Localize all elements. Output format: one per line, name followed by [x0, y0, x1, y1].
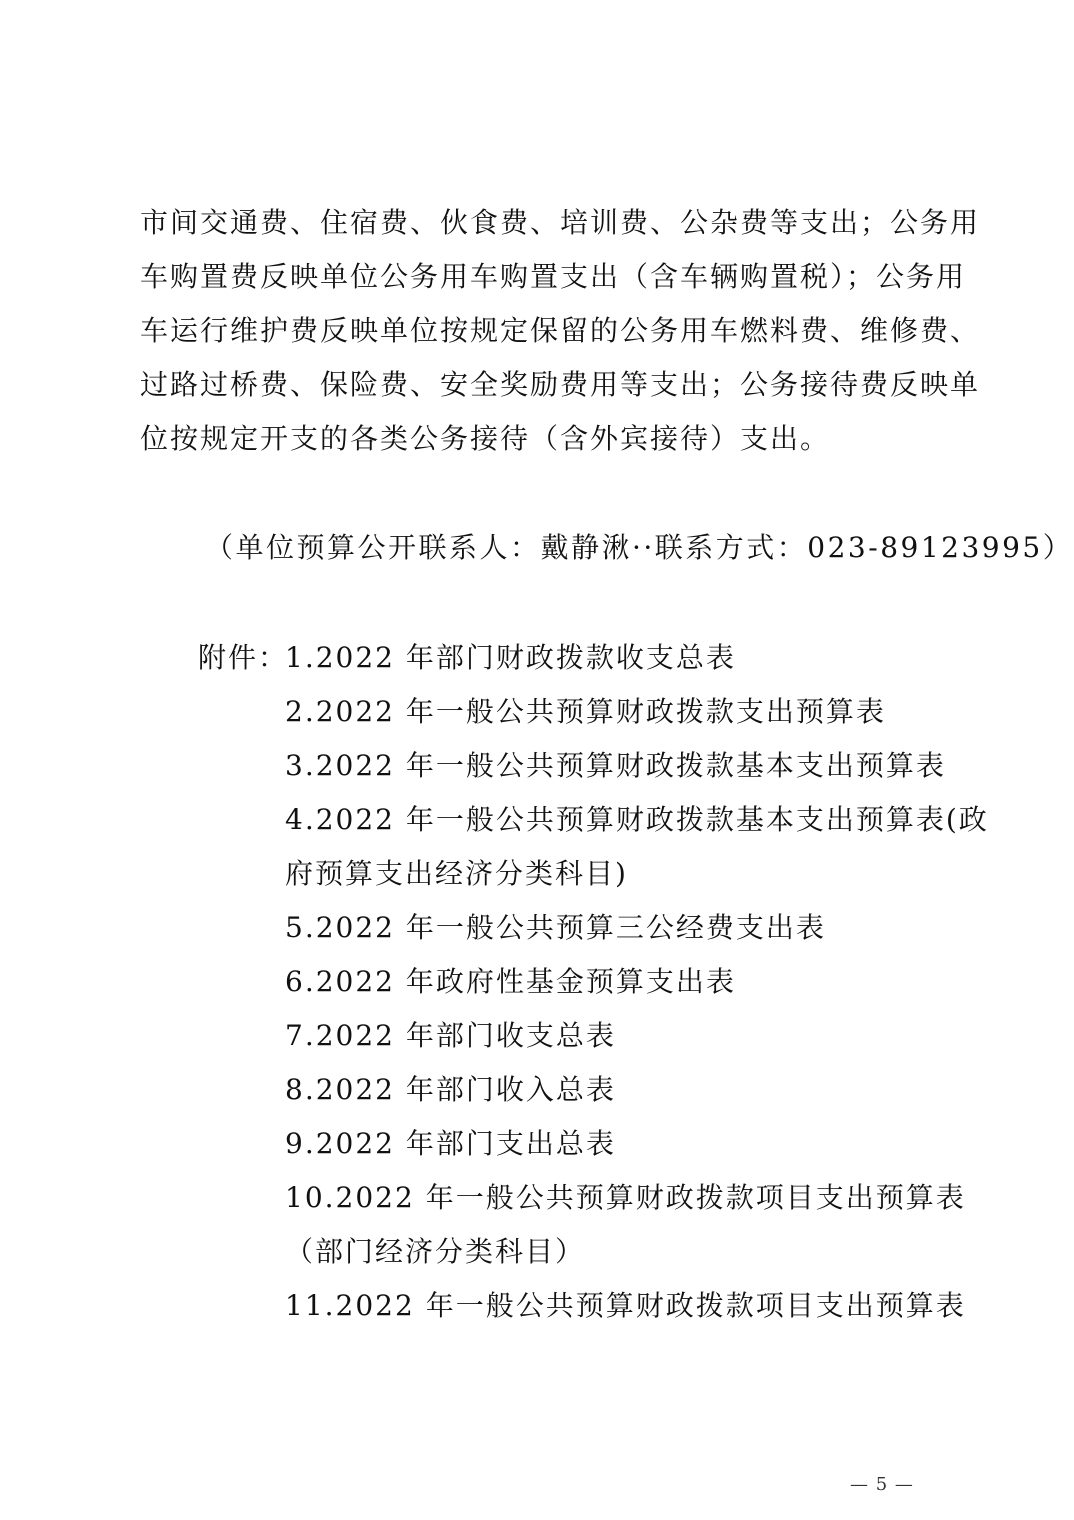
attachment-item-continued: 府预算支出经济分类科目)	[285, 857, 628, 890]
attachment-item: 6.2022 年政府性基金预算支出表	[285, 965, 736, 998]
attachment-item: 11.2022 年一般公共预算财政拨款项目支出预算表	[285, 1289, 966, 1322]
attachment-item: 1.2022 年部门财政拨款收支总表	[285, 641, 736, 674]
paragraph-line: 位按规定开支的各类公务接待（含外宾接待）支出。	[140, 422, 831, 455]
attachment-item-continued: （部门经济分类科目）	[285, 1235, 586, 1268]
attachment-item: 4.2022 年一般公共预算财政拨款基本支出预算表(政	[285, 803, 989, 836]
contact-info: （单位预算公开联系人：戴静湫··联系方式：023-89123995）	[205, 531, 1074, 564]
paragraph-line: 车购置费反映单位公务用车购置支出（含车辆购置税）；公务用	[140, 260, 967, 293]
attachment-item: 7.2022 年部门收支总表	[285, 1019, 616, 1052]
attachment-item: 2.2022 年一般公共预算财政拨款支出预算表	[285, 695, 886, 728]
paragraph-line: 车运行维护费反映单位按规定保留的公务用车燃料费、维修费、	[140, 314, 981, 347]
page-number: — 5 —	[850, 1474, 914, 1495]
paragraph-line: 过路过桥费、保险费、安全奖励费用等支出；公务接待费反映单	[140, 368, 981, 401]
attachments-label: 附件：	[198, 641, 289, 674]
attachment-item: 8.2022 年部门收入总表	[285, 1073, 616, 1106]
paragraph-line: 市间交通费、住宿费、伙食费、培训费、公杂费等支出；公务用	[140, 206, 981, 239]
attachment-item: 9.2022 年部门支出总表	[285, 1127, 616, 1160]
attachment-item: 10.2022 年一般公共预算财政拨款项目支出预算表	[285, 1181, 966, 1214]
attachment-item: 3.2022 年一般公共预算财政拨款基本支出预算表	[285, 749, 946, 782]
attachment-item: 5.2022 年一般公共预算三公经费支出表	[285, 911, 826, 944]
